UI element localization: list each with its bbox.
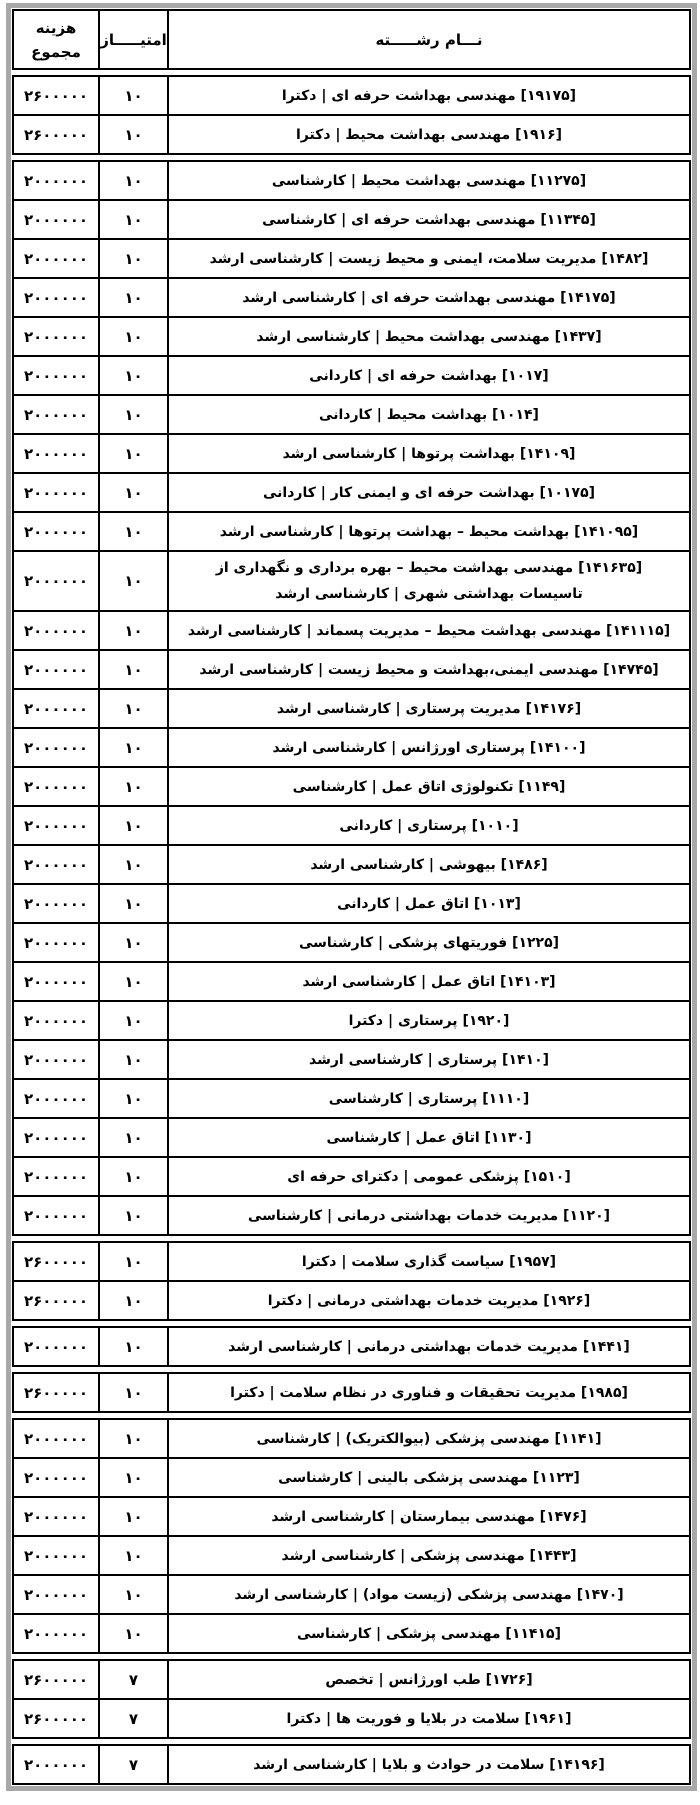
table-row [14,1746,689,1783]
score-cell: ۱۰ [98,116,169,153]
score-cell: ۱۰ [98,1197,169,1234]
score-cell: ۱۰ [98,396,169,433]
table-row [14,199,689,238]
score-cell: ۱۰ [98,963,169,1000]
score-cell: ۱۰ [98,1282,169,1319]
total-cost-cell: ۲۰۰۰۰۰۰ [23,1546,89,1565]
field-name-cell: [۱۴۱۰۳] اتاق عمل | کارشناسی ارشد [302,973,556,990]
total-cost-cell: ۲۰۰۰۰۰۰ [23,483,89,502]
row-group [12,1659,691,1739]
total-cost-cell: ۲۰۰۰۰۰۰ [23,1089,89,1108]
field-name-cell: [۱۴۴۱] مدیریت خدمات بهداشتی درمانی | کارشناسی ارشد [228,1338,630,1355]
row-group [12,75,691,155]
field-name-cell: [۱۴۱۰۹۵] بهداشت محیط – بهداشت پرتوها | کارشناسی ارشد [219,523,639,540]
score-cell: ۱۰ [98,201,169,238]
table-row [14,1000,689,1039]
field-name-cell: [۱۱۴۱] مهندسی پزشکی (بیوالکتریک) | کارشناسی [256,1430,602,1447]
score-cell: ۱۰ [98,162,169,199]
total-cost-cell: ۲۰۰۰۰۰۰ [23,1011,89,1030]
total-cost-cell: ۲۰۰۰۰۰۰ [23,1624,89,1643]
table-row [14,77,689,114]
row-group [12,160,691,1236]
field-name-cell: [۱۱۳۴۵] مهندسی بهداشت حرفه ای | کارشناسی [262,211,596,228]
field-name-cell: [۱۹۶۱] سلامت در بلایا و فوریت ها | دکترا [286,1710,572,1727]
table-row [14,727,689,766]
total-cost-cell: ۲۰۰۰۰۰۰ [23,1128,89,1147]
table-row [14,394,689,433]
score-cell: ۱۰ [98,1080,169,1117]
table-row [14,433,689,472]
score-cell: ۱۰ [98,240,169,277]
field-name-cell: [۱۰۱۷۵] بهداشت حرفه ای و ایمنی کار | کاردانی [262,484,596,501]
score-cell: ۱۰ [98,1420,169,1457]
table-row [14,1613,689,1652]
fees-table-frame [6,3,697,1791]
total-cost-cell: ۲۶۰۰۰۰۰ [23,86,89,105]
total-cost-cell: ۲۰۰۰۰۰۰ [23,210,89,229]
total-cost-cell: ۲۰۰۰۰۰۰ [23,249,89,268]
total-cost-cell: ۲۶۰۰۰۰۰ [23,125,89,144]
table-row [14,1420,689,1457]
score-cell: ۱۰ [98,768,169,805]
score-cell: ۱۰ [98,885,169,922]
total-cost-cell: ۲۰۰۰۰۰۰ [23,738,89,757]
score-cell: ۱۰ [98,318,169,355]
row-group [12,1241,691,1321]
field-name-cell: [۱۴۱۰۹] بهداشت پرتوها | کارشناسی ارشد [282,445,576,462]
field-name-cell: [۱۴۸۲] مدیریت سلامت، ایمنی و محیط زیست | کارشناسی ارشد [209,250,649,267]
row-group [12,1418,691,1654]
score-cell: ۱۰ [98,1328,169,1365]
field-name-cell: [۱۱۲۷۵] مهندسی بهداشت محیط | کارشناسی [271,172,587,189]
total-cost-cell: ۲۰۰۰۰۰۰ [23,572,89,590]
table-row [14,1374,689,1411]
score-cell: ۱۰ [98,612,169,649]
table-row [14,805,689,844]
table-row [14,1156,689,1195]
table-body [12,75,691,1785]
row-group [12,1326,691,1367]
score-cell: ۱۰ [98,1537,169,1574]
total-cost-cell: ۲۰۰۰۰۰۰ [23,816,89,835]
score-cell: ۱۰ [98,1119,169,1156]
table-row [14,550,689,610]
total-cost-cell: ۲۰۰۰۰۰۰ [23,327,89,346]
total-cost-cell: ۲۰۰۰۰۰۰ [23,1050,89,1069]
field-name-cell: [۱۴۱۷۶] مدیریت پرستاری | کارشناسی ارشد [276,700,582,717]
header-cost-line1: هزینه [35,18,77,37]
score-cell: ۱۰ [98,846,169,883]
score-cell: ۱۰ [98,1459,169,1496]
field-name-cell: [۱۹۸۵] مدیریت تحقیقات و فناوری در نظام سلامت | دکترا [230,1384,628,1401]
table-row [14,1078,689,1117]
table-row [14,1535,689,1574]
score-cell: ۱۰ [98,1615,169,1652]
total-cost-cell: ۲۶۰۰۰۰۰ [23,1291,89,1310]
table-row [14,883,689,922]
table-row [14,238,689,277]
score-cell: ۱۰ [98,513,169,550]
score-cell: ۱۰ [98,1158,169,1195]
field-name-cell: [۱۴۱۶۳۵] مهندسی بهداشت محیط – بهره برداری و نگهداری از تاسیسات بهداشتی شهری | کارشناسی ارشد [215,560,643,602]
field-name-cell: [۱۷۲۶] طب اورژانس | تخصص [325,1671,533,1688]
table-row [14,316,689,355]
total-cost-cell: ۲۰۰۰۰۰۰ [23,171,89,190]
total-cost-cell: ۲۰۰۰۰۰۰ [23,288,89,307]
field-name-cell: [۱۱۱۰] پرستاری | کارشناسی [328,1090,530,1107]
field-name-cell: [۱۴۷۶] مهندسی بیمارستان | کارشناسی ارشد [271,1508,587,1525]
field-name-cell: [۱۲۲۵] فوریتهای پزشکی | کارشناسی [298,934,560,951]
table-row [14,355,689,394]
table-row [14,511,689,550]
field-name-cell: [۱۹۲۰] پرستاری | دکترا [348,1012,510,1029]
total-cost-cell: ۲۰۰۰۰۰۰ [23,366,89,385]
score-cell: ۱۰ [98,357,169,394]
field-name-cell: [۱۵۱۰] پزشکی عمومی | دکترای حرفه ای [287,1168,571,1185]
table-row [14,1574,689,1613]
field-name-cell: [۱۹۲۶] مدیریت خدمات بهداشتی درمانی | دکترا [267,1292,591,1309]
header-field-name: نـــام رشـــــته [375,30,483,49]
score-cell: ۱۰ [98,435,169,472]
total-cost-cell: ۲۰۰۰۰۰۰ [23,1585,89,1604]
table-row [14,1496,689,1535]
field-name-cell: [۱۱۴۱۵] مهندسی پزشکی | کارشناسی [297,1625,561,1642]
score-cell: ۱۰ [98,651,169,688]
field-name-cell: [۱۰۱۴] بهداشت محیط | کاردانی [319,406,539,423]
field-name-cell: [۱۴۱۷۵] مهندسی بهداشت حرفه ای | کارشناسی ارشد [242,289,616,306]
field-name-cell: [۱۱۴۹] تکنولوژی اتاق عمل | کارشناسی [292,778,566,795]
total-cost-cell: ۲۰۰۰۰۰۰ [23,1206,89,1225]
score-cell: ۷ [98,1661,169,1698]
field-name-cell: [۱۰۱۷] بهداشت حرفه ای | کاردانی [309,367,549,384]
table-row [14,1243,689,1280]
score-cell: ۷ [98,1746,169,1783]
score-cell: ۱۰ [98,1243,169,1280]
table-row [14,1698,689,1737]
table-row [14,766,689,805]
field-name-cell: [۱۴۱۰۰] پرستاری اورژانس | کارشناسی ارشد [272,739,586,756]
field-name-cell: [۱۱۲۳] مهندسی پزشکی بالینی | کارشناسی [278,1469,580,1486]
field-name-cell: [۱۴۷۴۵] مهندسی ایمنی،بهداشت و محیط زیست | کارشناسی ارشد [199,661,659,678]
total-cost-cell: ۲۰۰۰۰۰۰ [23,1337,89,1356]
table-row [14,649,689,688]
score-cell: ۱۰ [98,1576,169,1613]
field-name-cell: [۱۹۱۷۵] مهندسی بهداشت حرفه ای | دکترا [281,87,577,104]
total-cost-cell: ۲۰۰۰۰۰۰ [23,933,89,952]
table-row [14,114,689,153]
table-row [14,472,689,511]
field-name-cell: [۱۴۴۳] مهندسی پزشکی | کارشناسی ارشد [281,1547,577,1564]
row-group [12,1744,691,1785]
total-cost-cell: ۲۶۰۰۰۰۰ [23,1252,89,1271]
table-row [14,1328,689,1365]
header-row [14,11,689,68]
header-score: امتیـــــاز [98,11,169,68]
table-row [14,688,689,727]
total-cost-cell: ۲۰۰۰۰۰۰ [23,405,89,424]
total-cost-cell: ۲۶۰۰۰۰۰ [23,1709,89,1728]
header-cost-line2: مجموع [31,42,81,61]
score-cell: ۱۰ [98,1498,169,1535]
score-cell: ۱۰ [98,729,169,766]
total-cost-cell: ۲۰۰۰۰۰۰ [23,522,89,541]
field-name-cell: [۱۰۱۰] پرستاری | کاردانی [339,817,519,834]
total-cost-cell: ۲۰۰۰۰۰۰ [23,444,89,463]
table-row [14,1039,689,1078]
total-cost-cell: ۲۰۰۰۰۰۰ [23,1755,89,1774]
score-cell: ۱۰ [98,807,169,844]
field-name-cell: [۱۴۳۷] مهندسی بهداشت محیط | کارشناسی ارشد [256,328,602,345]
table-header [12,9,691,70]
header-total-cost [14,11,98,68]
field-name-cell: [۱۴۱۹۶] سلامت در حوادث و بلایا | کارشناسی ارشد [253,1756,605,1773]
total-cost-cell: ۲۰۰۰۰۰۰ [23,777,89,796]
table-row [14,1661,689,1698]
total-cost-cell: ۲۰۰۰۰۰۰ [23,1507,89,1526]
total-cost-cell: ۲۰۰۰۰۰۰ [23,699,89,718]
field-name-cell: [۱۱۲۰] مدیریت خدمات بهداشتی درمانی | کارشناسی [247,1207,611,1224]
table-row [14,1457,689,1496]
total-cost-cell: ۲۰۰۰۰۰۰ [23,1167,89,1186]
field-name-cell: [۱۴۷۰] مهندسی پزشکی (زیست مواد) | کارشناسی ارشد [234,1586,624,1603]
total-cost-cell: ۲۰۰۰۰۰۰ [23,855,89,874]
field-name-cell: [۱۰۱۳] اتاق عمل | کاردانی [337,895,521,912]
field-name-cell: [۱۹۵۷] سیاست گذاری سلامت | دکترا [301,1253,557,1270]
table-row [14,922,689,961]
table-row [14,610,689,649]
total-cost-cell: ۲۰۰۰۰۰۰ [23,621,89,640]
score-cell: ۱۰ [98,474,169,511]
table-row [14,1117,689,1156]
table-row [14,1280,689,1319]
field-name-cell: [۱۹۱۶] مهندسی بهداشت محیط | دکترا [295,126,563,143]
field-name-cell: [۱۴۱۰] پرستاری | کارشناسی ارشد [308,1051,550,1068]
total-cost-cell: ۲۰۰۰۰۰۰ [23,1429,89,1448]
score-cell: ۱۰ [98,279,169,316]
row-group [12,1372,691,1413]
field-name-cell: [۱۴۱۱۱۵] مهندسی بهداشت محیط – مدیریت پسماند | کارشناسی ارشد [187,622,671,639]
total-cost-cell: ۲۰۰۰۰۰۰ [23,1468,89,1487]
total-cost-cell: ۲۰۰۰۰۰۰ [23,894,89,913]
total-cost-cell: ۲۶۰۰۰۰۰ [23,1670,89,1689]
table-row [14,961,689,1000]
table-row [14,844,689,883]
table-row [14,277,689,316]
field-name-cell: [۱۱۳۰] اتاق عمل | کارشناسی [326,1129,532,1146]
field-name-cell: [۱۴۸۶] بیهوشی | کارشناسی ارشد [310,856,548,873]
score-cell: ۱۰ [98,77,169,114]
score-cell: ۷ [98,1700,169,1737]
score-cell: ۱۰ [98,552,169,610]
score-cell: ۱۰ [98,690,169,727]
score-cell: ۱۰ [98,1041,169,1078]
score-cell: ۱۰ [98,1002,169,1039]
table-row [14,1195,689,1234]
score-cell: ۱۰ [98,1374,169,1411]
total-cost-cell: ۲۰۰۰۰۰۰ [23,660,89,679]
total-cost-cell: ۲۶۰۰۰۰۰ [23,1383,89,1402]
score-cell: ۱۰ [98,924,169,961]
table-row [14,162,689,199]
total-cost-cell: ۲۰۰۰۰۰۰ [23,972,89,991]
